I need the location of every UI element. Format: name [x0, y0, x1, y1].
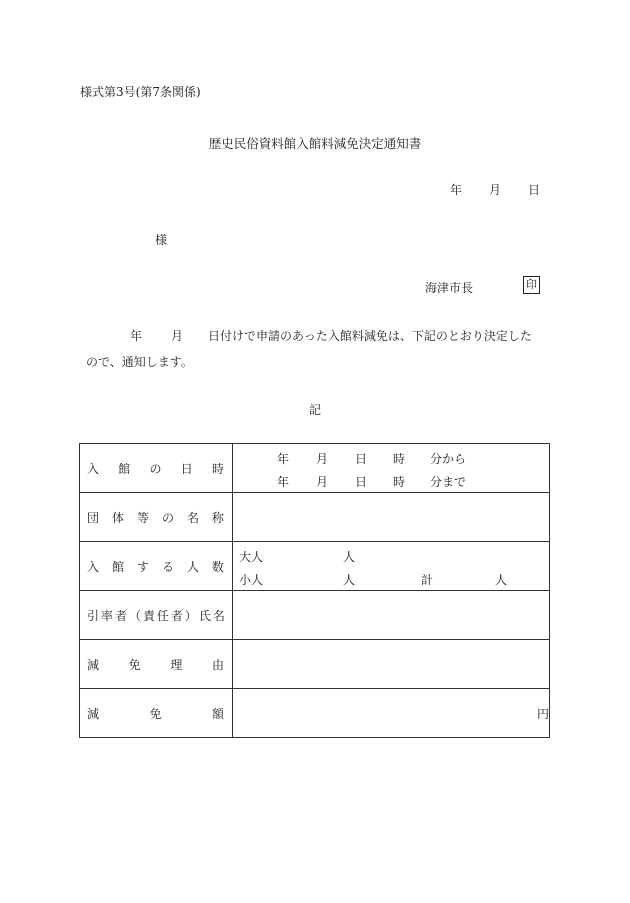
date-year: 年	[450, 183, 463, 197]
value-visit-datetime[interactable]	[233, 444, 550, 493]
table-row	[80, 640, 550, 689]
value-leader-name[interactable]	[233, 591, 550, 640]
label-group-name	[80, 493, 233, 542]
date-day: 日	[527, 183, 540, 197]
label-char: 者	[114, 608, 127, 623]
to-minute: 分まで	[430, 475, 467, 489]
child-label: 小人	[239, 573, 264, 587]
label-char: 責	[142, 608, 155, 623]
total-unit: 人	[495, 573, 508, 587]
label-leader-name	[80, 591, 233, 640]
total-label: 計	[421, 573, 434, 587]
yen-unit: 円	[536, 706, 549, 721]
label-char: 館	[111, 559, 124, 574]
label-char: 人	[186, 559, 199, 574]
label-char: 時	[211, 461, 224, 476]
label-char: 免	[128, 657, 141, 672]
label-char: 体	[111, 510, 124, 525]
label-char: す	[136, 559, 149, 574]
seal-mark: 印	[523, 276, 540, 294]
table-row	[80, 493, 550, 542]
body-year: 年	[130, 329, 143, 343]
issue-date	[450, 181, 540, 198]
label-char: 入	[87, 559, 100, 574]
detail-table	[79, 443, 550, 738]
table-row	[80, 689, 550, 738]
to-month: 月	[316, 475, 329, 489]
adult-unit: 人	[343, 550, 356, 564]
from-year: 年	[277, 452, 290, 466]
child-unit: 人	[343, 573, 356, 587]
to-year: 年	[277, 475, 290, 489]
label-char: 減	[87, 657, 100, 672]
to-day: 日	[355, 475, 368, 489]
label-char: 氏	[198, 608, 211, 623]
label-char: 名	[212, 608, 225, 623]
label-char: 称	[211, 510, 224, 525]
label-char: （	[128, 608, 141, 623]
label-char: 館	[118, 461, 131, 476]
value-visitor-count[interactable]	[233, 542, 550, 591]
value-reduction-amount[interactable]	[233, 689, 550, 738]
table-row	[80, 444, 550, 493]
label-char: 率	[100, 608, 113, 623]
label-char: の	[161, 510, 174, 525]
adult-label: 大人	[239, 550, 264, 564]
from-month: 月	[316, 452, 329, 466]
body-text: 日付けで申請のあった入館料減免は、下記のとおり決定した	[208, 329, 532, 343]
issuer-name: 海津市長	[425, 281, 474, 295]
body-line-2: ので、通知します。	[86, 355, 193, 369]
label-char: 引	[87, 608, 100, 623]
addressee-suffix: 様	[155, 233, 168, 247]
from-minute: 分から	[430, 452, 467, 466]
ki-heading: 記	[308, 403, 321, 417]
label-char: 日	[180, 461, 193, 476]
label-char: 任	[156, 608, 169, 623]
label-char: ）	[184, 608, 197, 623]
label-char: 団	[87, 510, 100, 525]
body-month: 月	[171, 329, 184, 343]
date-month: 月	[488, 183, 501, 197]
label-char: 数	[211, 559, 224, 574]
label-char: 入	[87, 461, 100, 476]
value-group-name[interactable]	[233, 493, 550, 542]
label-reduction-amount	[80, 689, 233, 738]
label-char: 減	[87, 706, 100, 721]
from-day: 日	[355, 452, 368, 466]
form-number: 様式第3号(第7条関係)	[80, 85, 201, 99]
label-char: 名	[186, 510, 199, 525]
document-title: 歴史民俗資料館入館料減免決定通知書	[208, 136, 422, 151]
label-char: の	[149, 461, 162, 476]
label-char: る	[161, 559, 174, 574]
label-char: 等	[136, 510, 149, 525]
to-hour: 時	[393, 475, 406, 489]
label-visitor-count	[80, 542, 233, 591]
label-char: 額	[211, 706, 224, 721]
label-char: 由	[211, 657, 224, 672]
table-row	[80, 542, 550, 591]
table-row	[80, 591, 550, 640]
label-char: 免	[149, 706, 162, 721]
from-hour: 時	[393, 452, 406, 466]
label-char: 理	[170, 657, 183, 672]
label-visit-datetime	[80, 444, 233, 493]
value-reduction-reason[interactable]	[233, 640, 550, 689]
label-char: 者	[170, 608, 183, 623]
label-reduction-reason	[80, 640, 233, 689]
